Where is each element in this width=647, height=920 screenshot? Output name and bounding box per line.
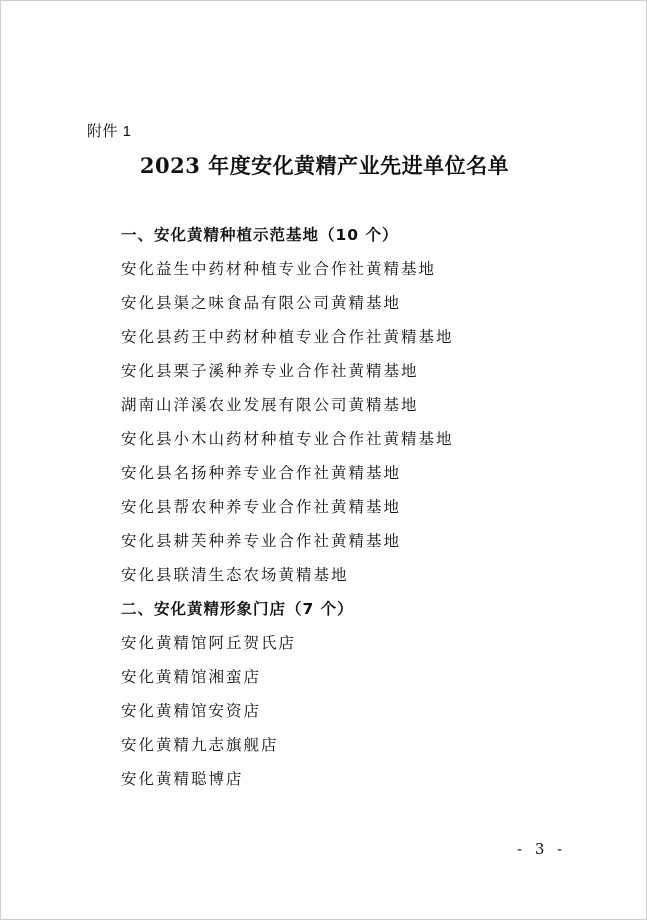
list-item: 安化县帮农种养专业合作社黄精基地: [121, 498, 402, 516]
list-item: 安化黄精馆阿丘贺氏店: [121, 634, 297, 652]
document-title: 2023 年度安化黄精产业先进单位名单: [139, 153, 510, 178]
list-item: 安化县栗子溪种养专业合作社黄精基地: [121, 362, 419, 380]
list-item: 安化县渠之味食品有限公司黄精基地: [121, 294, 402, 312]
page-number: - 3 -: [517, 840, 567, 858]
list-item: 安化益生中药材种植专业合作社黄精基地: [121, 260, 437, 278]
unit-list: [121, 218, 601, 796]
list-item: 湖南山洋溪农业发展有限公司黄精基地: [121, 396, 419, 414]
section-heading: 一、安化黄精种植示范基地（10 个）: [121, 226, 399, 244]
list-item: 安化黄精馆安资店: [121, 702, 262, 720]
list-item: 安化黄精九志旗舰店: [121, 736, 279, 754]
list-item: 安化县名扬种养专业合作社黄精基地: [121, 464, 402, 482]
list-item: 安化县联清生态农场黄精基地: [121, 566, 349, 584]
list-item: 安化黄精聪博店: [121, 770, 244, 788]
list-item: 安化黄精馆湘蛮店: [121, 668, 262, 686]
list-item: 安化县药王中药材种植专业合作社黄精基地: [121, 328, 454, 346]
attachment-label: 附件 1: [87, 123, 132, 140]
list-item: 安化县小木山药材种植专业合作社黄精基地: [121, 430, 454, 448]
section-heading: 二、安化黄精形象门店（7 个）: [121, 600, 354, 618]
list-item: 安化县耕芙种养专业合作社黄精基地: [121, 532, 402, 550]
